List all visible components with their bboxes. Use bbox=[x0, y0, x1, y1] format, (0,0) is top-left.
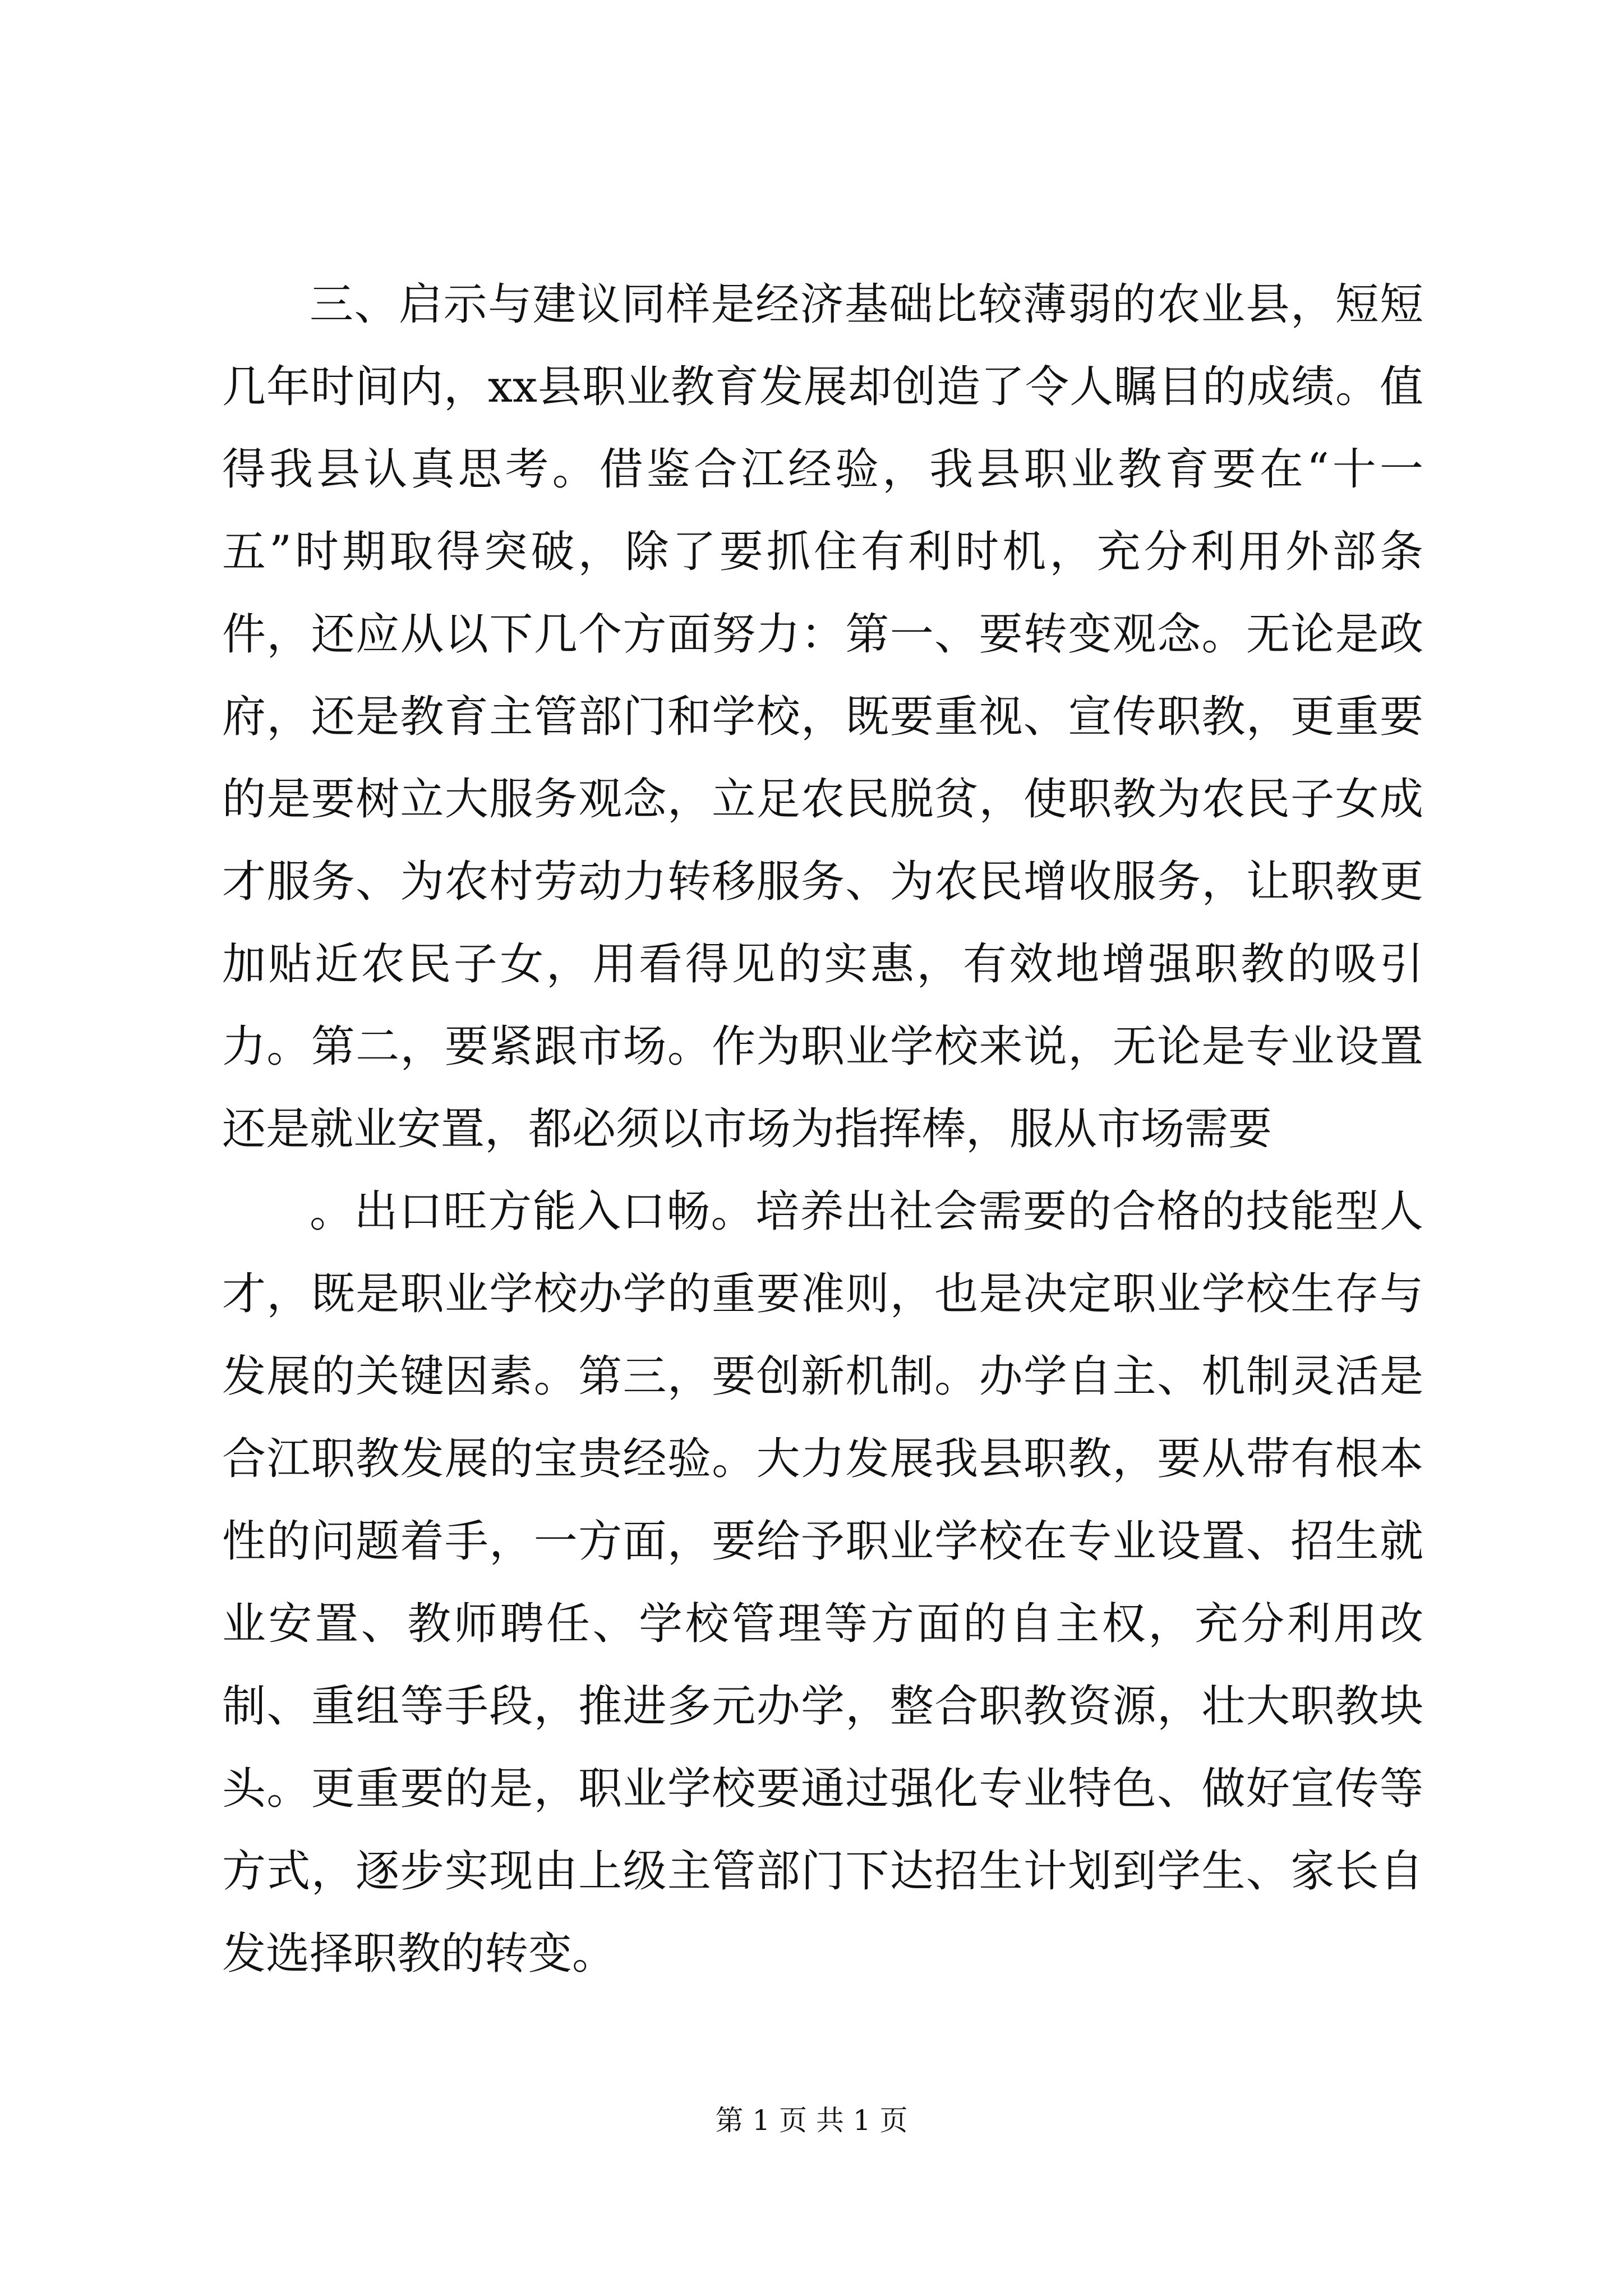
document-body bbox=[222, 264, 1423, 1995]
page-footer: 第 1 页 共 1 页 bbox=[715, 2104, 908, 2137]
paragraph-2: 。出口旺方能入口畅。培养出社会需要的合格的技能型人才，既是职业学校办学的重要准则，也是决定职业学校生存与发展的关键因素。第三，要创新机制。办学自主、机制灵活是合江职教发展的宝贵经验。大力发展我县职教，要从带有根本性的问题着手，一方面，要给予职业学校在专业设置、招生就业安置、教师聘任、学校管理等方面的自主权，充分利用改制、重组等手段，推进多元办学，整合职教资源，壮大职教块头。更重要的是，职业学校要通过强化专业特色、做好宣传等方式，逐步实现由上级主管部门下达招生计划到学生、家长自发选择职教的转变。 bbox=[222, 1186, 1423, 1979]
paragraph-1: 三、启示与建议同样是经济基础比较薄弱的农业县，短短几年时间内，xx县职业教育发展却创造了令人瞩目的成绩。值得我县认真思考。借鉴合江经验，我县职业教育要在“十一五”时期取得突破，除了要抓住有利时机，充分利用外部条件，还应从以下几个方面努力：第一、要转变观念。无论是政府，还是教育主管部门和学校，既要重视、宣传职教，更重要的是要树立大服务观念，立足农民脱贫，使职教为农民子女成才服务、为农村劳动力转移服务、为农民增收服务，让职教更加贴近农民子女，用看得见的实惠，有效地增强职教的吸引力。第二，要紧跟市场。作为职业学校来说，无论是专业设置还是就业安置，都必须以市场为指挥棒，服从市场需要 bbox=[222, 279, 1423, 1154]
